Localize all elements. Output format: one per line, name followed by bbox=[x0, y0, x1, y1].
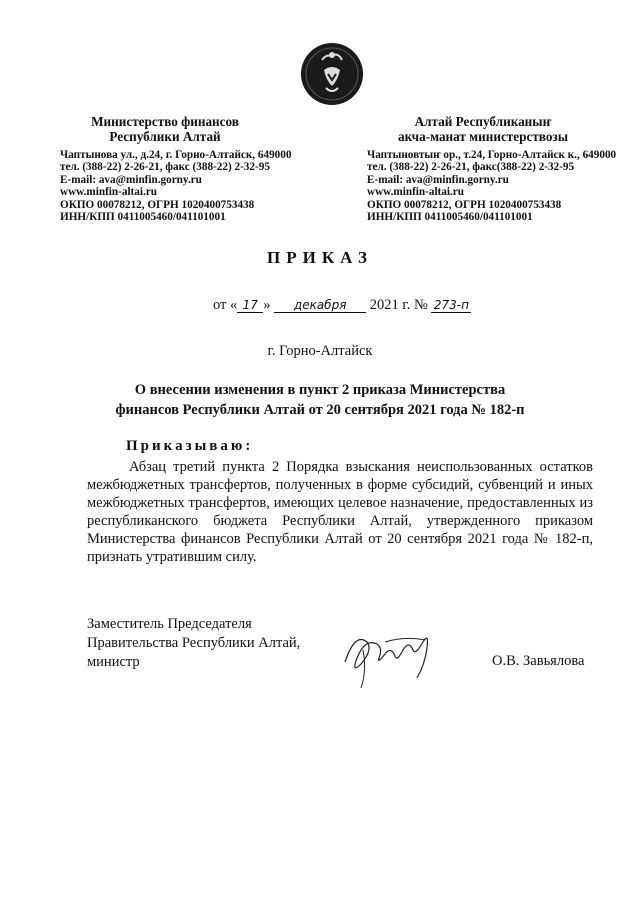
okpo-text: ОКПО 00078212, ОГРН 1020400753438 bbox=[367, 198, 562, 211]
date-prefix: от « bbox=[213, 297, 238, 313]
org-name-line: Республики Алтай bbox=[109, 129, 221, 144]
phone-text: тел. (388-22) 2-26-21, факс(388-22) 2-32-95 bbox=[367, 161, 575, 174]
website-text: www.minfin-altai.ru bbox=[367, 186, 464, 199]
handwritten-day: 17 bbox=[237, 298, 263, 313]
org-name-russian bbox=[60, 114, 270, 144]
handwritten-signature bbox=[335, 612, 455, 692]
header-right-column bbox=[367, 114, 617, 224]
city-line: г. Горно-Алтайск bbox=[267, 343, 373, 359]
address-text: Чаптыновтыҥ ор., т.24, Горно-Алтайск к., 649000 bbox=[367, 149, 617, 161]
inn-text: ИНН/КПП 0411005460/041101001 bbox=[367, 211, 533, 224]
signer-name: О.В. Завьялова bbox=[492, 653, 585, 669]
date-year: 2021 г. № bbox=[369, 297, 428, 313]
date-mid: » bbox=[263, 297, 271, 313]
contact-details-left bbox=[60, 149, 310, 223]
website-text: www.minfin-altai.ru bbox=[60, 186, 157, 199]
org-name-line: акча-манат министерствозы bbox=[397, 129, 569, 144]
inn-text: ИНН/КПП 0411005460/041101001 bbox=[60, 211, 226, 224]
okpo-text: ОКПО 00078212, ОГРН 1020400753438 bbox=[60, 198, 255, 211]
contact-details-right bbox=[367, 149, 617, 224]
email-text: E-mail: ava@minfin.gorny.ru bbox=[60, 173, 202, 186]
handwritten-order-number: 273-п bbox=[431, 298, 471, 313]
email-text: E-mail: ava@minfin.gorny.ru bbox=[367, 173, 509, 186]
position-line: министр bbox=[87, 654, 140, 670]
order-directive-heading: Приказываю: bbox=[126, 438, 254, 454]
org-name-line: Министерство финансов bbox=[91, 114, 239, 129]
org-name-line: Алтай Республиканыҥ bbox=[414, 114, 552, 129]
date-number-line bbox=[213, 297, 471, 314]
coat-of-arms-emblem bbox=[300, 42, 364, 106]
phone-text: тел. (388-22) 2-26-21, факс (388-22) 2-32-95 bbox=[60, 161, 270, 174]
handwritten-month: декабря bbox=[274, 298, 366, 313]
position-line: Заместитель Председателя bbox=[87, 616, 252, 632]
order-subject: О внесении изменения в пункт 2 приказа Министерства финансов Республики Алтай от 20 сентября 2021 года № 182-п bbox=[115, 382, 525, 418]
address-text: Чаптынова ул., д.24, г. Горно-Алтайск, 649000 bbox=[60, 149, 292, 161]
signer-position bbox=[87, 615, 300, 672]
body-paragraph: Абзац третий пункта 2 Порядка взыскания неиспользованных остатков межбюджетных трансфертов, полученных в форме субсидий, субвенций и иных межбюджетных трансфертов, имеющих целевое назначение, предоставленных из республиканского бюджета Республики Алтай, утвержденного приказом Министерства финансов Республики Алтай от 20 сентября 2021 года № 182-п, признать утратившим силу. bbox=[87, 459, 593, 565]
header-left-column bbox=[60, 114, 310, 223]
order-body bbox=[87, 458, 593, 566]
org-name-altai bbox=[367, 114, 599, 144]
document-title: ПРИКАЗ bbox=[267, 248, 373, 267]
position-line: Правительства Республики Алтай, bbox=[87, 635, 301, 651]
